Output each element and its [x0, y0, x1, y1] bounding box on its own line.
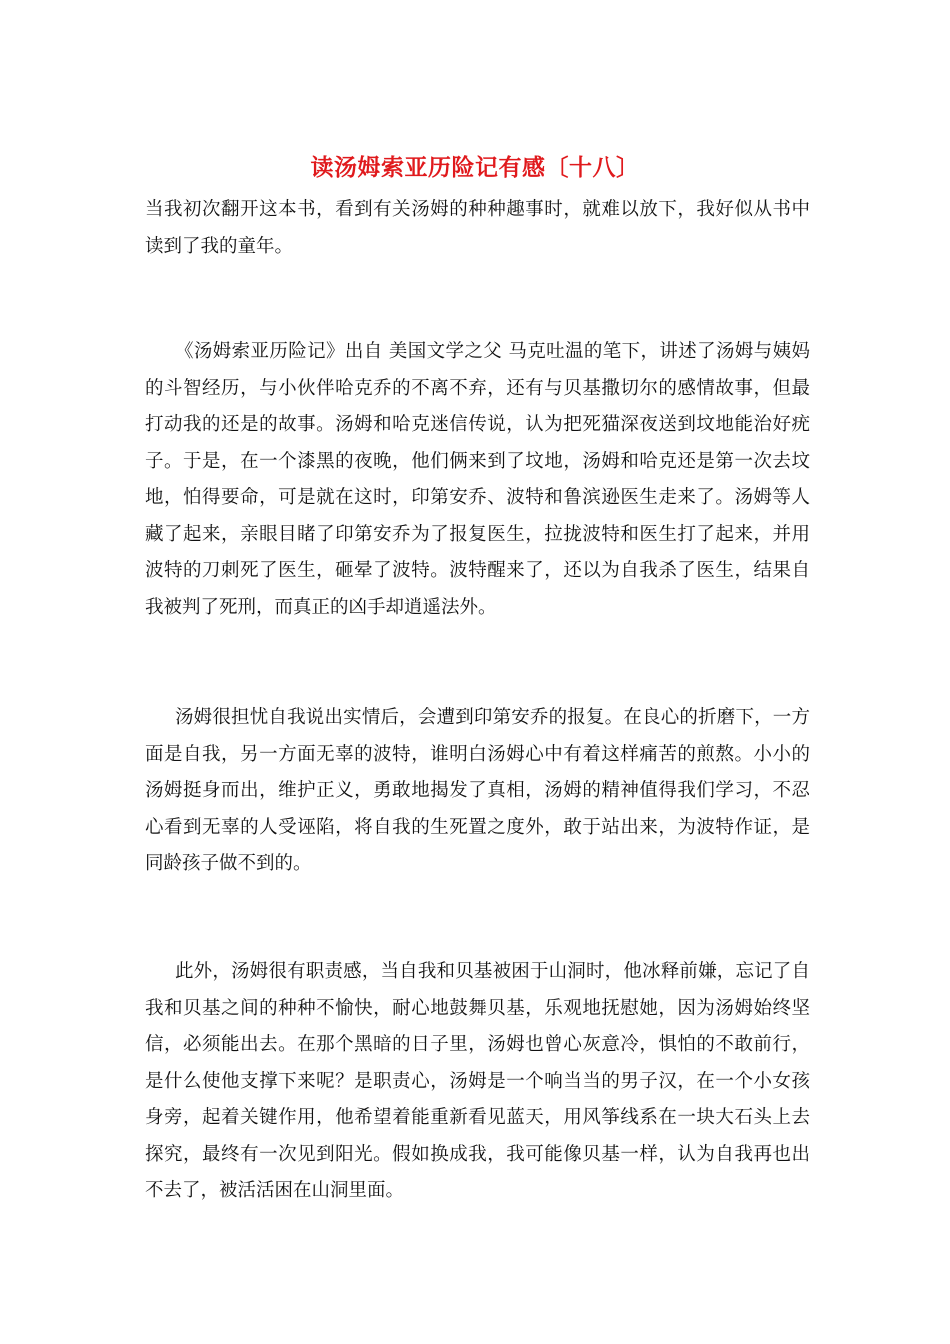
paragraph-courage: 汤姆很担忧自我说出实情后，会遭到印第安乔的报复。在良心的折磨下，一方面是自我，另一方面无辜的波特，谁明白汤姆心中有着这样痛苦的煎熬。小小的汤姆挺身而出，维护正义，勇敢地揭发了真相，汤姆的精神值得我们学习，不忍心看到无辜的人受诬陷，将自我的生死置之度外，敢于站出来，为波特作证，是同龄孩子做不到的。	[145, 707, 810, 874]
paragraph-summary: 《汤姆索亚历险记》出自 美国文学之父 马克吐温的笔下，讲述了汤姆与姨妈的斗智经历，与小伙伴哈克乔的不离不弃，还有与贝基撒切尔的感情故事，但最打动我的还是的故事。汤姆和哈克迷信传说，认为把死猫深夜送到坟地能治好疣子。于是，在一个漆黑的夜晚，他们俩来到了坟地，汤姆和哈克还是第一次去坟地，怕得要命，可是就在这时，印第安乔、波特和鲁滨逊医生走来了。汤姆等人藏了起来，亲眼目睹了印第安乔为了报复医生，拉拢波特和医生打了起来，并用波特的刀刺死了医生，砸晕了波特。波特醒来了，还以为自我杀了医生，结果自我被判了死刑，而真正的凶手却逍遥法外。	[145, 341, 810, 618]
paragraph-intro: 当我初次翻开这本书，看到有关汤姆的种种趣事时，就难以放下，我好似从书中读到了我的童年。	[145, 199, 810, 257]
paragraph-responsibility: 此外，汤姆很有职责感，当自我和贝基被困于山洞时，他冰释前嫌，忘记了自我和贝基之间的种种不愉快，耐心地鼓舞贝基，乐观地抚慰她，因为汤姆始终坚信，必须能出去。在那个黑暗的日子里，汤姆也曾心灰意冷，惧怕的不敢前行，是什么使他支撑下来呢？是职责心，汤姆是一个响当当的男子汉，在一个小女孩身旁，起着关键作用，他希望着能重新看见蓝天，用风筝线系在一块大石头上去探究，最终有一次见到阳光。假如换成我，我可能像贝基一样，认为自我再也出不去了，被活活困在山洞里面。	[145, 961, 810, 1201]
document-title: 读汤姆索亚历险记有感〔十八〕	[310, 154, 640, 181]
